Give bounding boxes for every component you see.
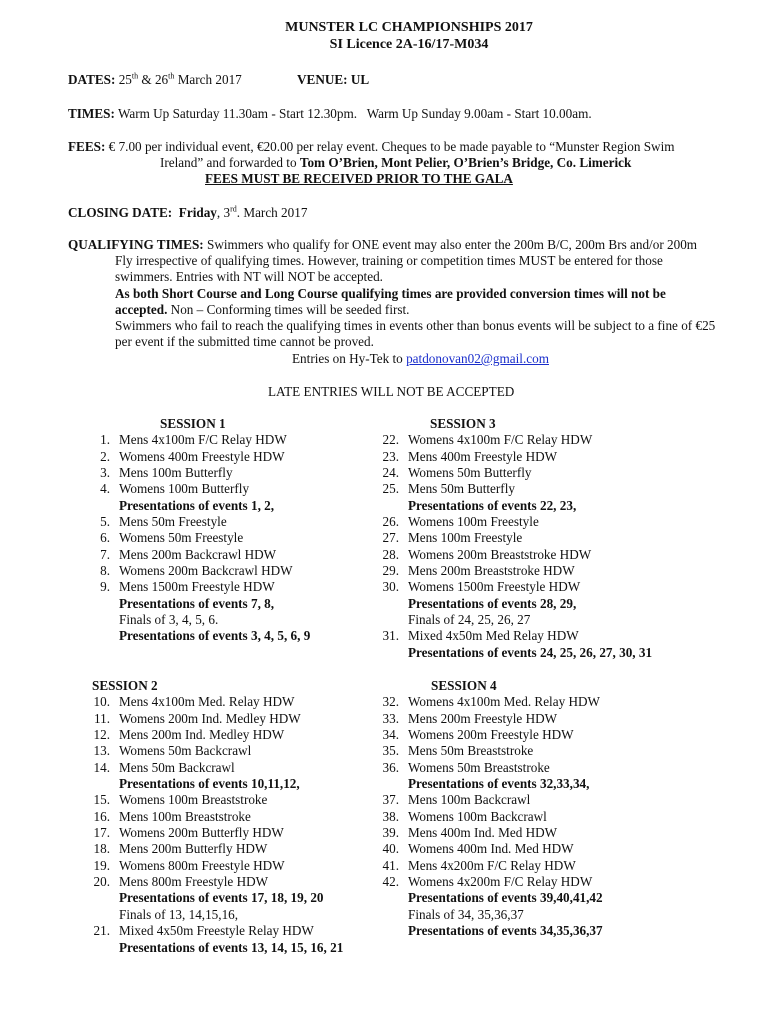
event-row <box>86 825 284 841</box>
event-number: 41. <box>382 857 399 873</box>
event-number: 19. <box>93 857 110 873</box>
session-heading: SESSION 4 <box>431 678 497 693</box>
event-name: Presentations of events 10,11,12, <box>119 776 300 792</box>
event-name: Womens 200m Butterfly HDW <box>119 825 284 841</box>
times-line <box>68 106 592 122</box>
event-name: Mens 100m Butterfly <box>119 465 233 481</box>
event-name: Presentations of events 32,33,34, <box>408 776 590 792</box>
event-number: 5. <box>100 514 110 530</box>
event-name: Mens 400m Ind. Med HDW <box>408 825 558 841</box>
event-number: 4. <box>100 481 110 497</box>
presentation-row <box>86 497 275 514</box>
event-name: Womens 50m Freestyle <box>119 530 244 546</box>
event-row <box>86 465 233 481</box>
event-number: 40. <box>382 841 399 857</box>
event-name: Womens 50m Breaststroke <box>408 759 550 775</box>
event-row <box>86 514 226 530</box>
event-row <box>375 808 547 825</box>
event-number: 38. <box>382 808 399 824</box>
event-row <box>375 481 515 497</box>
event-number: 42. <box>382 874 399 890</box>
event-row <box>375 448 558 465</box>
presentation-row <box>375 776 590 792</box>
event-row <box>375 743 534 759</box>
presentation-row <box>375 644 653 661</box>
event-number: 20. <box>93 874 110 890</box>
event-row <box>375 792 531 808</box>
presentation-row <box>86 628 311 644</box>
times-text: Warm Up Saturday 11.30am - Start 12.30pm. Warm Up Sunday 9.00am - Start 10.00am. <box>117 106 592 121</box>
event-name: Womens 100m Butterfly <box>119 481 250 497</box>
event-number: 33. <box>382 710 399 726</box>
event-number: 2. <box>100 448 110 464</box>
event-name: Mens 200m Backcrawl HDW <box>119 546 277 562</box>
event-row <box>375 628 579 644</box>
fees-line-1 <box>68 139 675 155</box>
event-row <box>375 563 575 579</box>
event-number: 35. <box>382 743 399 759</box>
event-name: Womens 100m Breaststroke <box>119 792 268 808</box>
event-number: 10. <box>93 694 110 710</box>
event-row <box>86 874 269 890</box>
presentation-row <box>375 595 577 612</box>
event-number: 23. <box>382 448 399 464</box>
times-label: TIMES: <box>68 106 115 121</box>
closing-date-suffix: rd <box>230 204 237 214</box>
event-name: Womens 400m Ind. Med HDW <box>408 841 574 857</box>
event-name: Presentations of events 13, 14, 15, 16, 21 <box>119 939 344 955</box>
event-name: Finals of 34, 35,36,37 <box>408 906 524 922</box>
event-number: 25. <box>382 481 399 497</box>
event-number: 13. <box>93 743 110 759</box>
event-number: 15. <box>93 792 110 808</box>
event-number: 37. <box>382 792 399 808</box>
event-number: 3. <box>100 465 110 481</box>
event-number: 39. <box>382 825 399 841</box>
page-title: MUNSTER LC CHAMPIONSHIPS 2017 <box>285 20 533 35</box>
event-name: Womens 4x200m F/C Relay HDW <box>408 874 593 890</box>
event-row <box>375 694 600 710</box>
event-name: Presentations of events 24, 25, 26, 27, 30, 31 <box>408 644 653 660</box>
presentation-row <box>86 612 226 628</box>
session-3-block <box>375 416 653 661</box>
event-number: 1. <box>100 432 110 448</box>
event-name: Mens 4x100m Med. Relay HDW <box>119 694 295 710</box>
qualifying-line-1 <box>68 237 697 253</box>
presentation-row <box>375 612 531 628</box>
event-number: 7. <box>100 546 110 562</box>
event-name: Finals of 24, 25, 26, 27 <box>408 612 531 628</box>
event-name: Presentations of events 3, 4, 5, 6, 9 <box>119 628 311 644</box>
event-name: Womens 50m Backcrawl <box>119 743 252 759</box>
event-number: 12. <box>93 727 110 743</box>
qualifying-bold-line-2 <box>115 302 409 318</box>
event-row <box>86 530 244 546</box>
event-number: 22. <box>382 432 399 448</box>
event-row <box>86 710 301 727</box>
event-number: 14. <box>93 759 110 775</box>
event-row <box>86 857 285 874</box>
venue-label: VENUE: <box>297 72 348 87</box>
event-name: Presentations of events 28, 29, <box>408 595 577 611</box>
qualifying-text-1: Swimmers who qualify for ONE event may also enter the 200m B/C, 200m Brs and/or 200m <box>206 237 698 252</box>
event-row <box>86 923 314 939</box>
event-row <box>375 465 532 481</box>
event-number: 18. <box>93 841 110 857</box>
event-number: 26. <box>382 514 399 530</box>
event-number: 32. <box>382 694 399 710</box>
event-number: 24. <box>382 465 399 481</box>
licence-number: SI Licence 2A-16/17-M034 <box>329 37 489 52</box>
event-number: 9. <box>100 579 110 595</box>
event-row <box>375 841 574 857</box>
late-entries-notice: LATE ENTRIES WILL NOT BE ACCEPTED <box>268 384 515 399</box>
date-day1: 25 <box>118 72 132 87</box>
event-name: Presentations of events 1, 2, <box>119 497 275 513</box>
presentation-row <box>375 906 524 923</box>
date-month: March 2017 <box>177 72 242 87</box>
fees-payee: Ireland” and forwarded to <box>160 155 297 170</box>
event-row <box>375 727 574 743</box>
event-name: Womens 1500m Freestyle HDW <box>408 579 581 595</box>
fees-text: € 7.00 per individual event, €20.00 per relay event. Cheques to be made payable to “Munster Region Swim <box>108 139 675 154</box>
event-name: Womens 200m Backcrawl HDW <box>119 563 293 579</box>
event-row <box>86 579 275 595</box>
entries-line <box>292 351 549 367</box>
event-name: Womens 4x100m Med. Relay HDW <box>408 694 600 710</box>
event-row <box>375 857 576 874</box>
event-row <box>375 874 593 890</box>
event-name: Womens 200m Breaststroke HDW <box>408 546 592 562</box>
event-row <box>375 825 558 841</box>
event-name: Mens 400m Freestyle HDW <box>408 448 558 464</box>
event-row <box>86 759 235 776</box>
event-name: Mens 50m Butterfly <box>408 481 515 497</box>
event-name: Presentations of events 34,35,36,37 <box>408 923 603 939</box>
event-name: Womens 100m Backcrawl <box>408 808 547 824</box>
event-name: Mens 1500m Freestyle HDW <box>119 579 275 595</box>
event-name: Womens 200m Ind. Medley HDW <box>119 710 301 726</box>
event-name: Womens 400m Freestyle HDW <box>119 448 285 464</box>
event-name: Womens 4x100m F/C Relay HDW <box>408 432 593 448</box>
event-number: 21. <box>93 923 110 939</box>
presentation-row <box>375 923 603 939</box>
presentation-row <box>86 890 324 906</box>
dates-label: DATES: <box>68 72 116 87</box>
venue-line <box>297 72 369 88</box>
date-day2-suffix: th <box>168 71 175 81</box>
date-day2: & 26 <box>141 72 169 87</box>
conversion-notice-end: accepted. <box>115 302 168 317</box>
event-row <box>375 530 523 546</box>
event-row <box>86 808 251 825</box>
session-4-block <box>375 678 603 940</box>
event-row <box>375 710 558 727</box>
event-number: 27. <box>382 530 399 546</box>
session-heading: SESSION 2 <box>92 678 158 693</box>
event-name: Mens 800m Freestyle HDW <box>119 874 269 890</box>
event-number: 34. <box>382 727 399 743</box>
venue-value: UL <box>350 72 370 87</box>
conversion-notice: As both Short Course and Long Course qualifying times are provided conversion times will not be <box>115 286 666 301</box>
fees-address: Tom O’Brien, Mont Pelier, O’Brien’s Bridge, Co. Limerick <box>299 155 632 170</box>
event-row <box>375 759 550 776</box>
event-name: Mixed 4x50m Freestyle Relay HDW <box>119 923 314 939</box>
event-row <box>86 481 250 497</box>
presentation-row <box>86 776 300 792</box>
event-row <box>86 841 268 857</box>
event-number: 29. <box>382 563 399 579</box>
seeding-notice: Non – Conforming times will be seeded first. <box>167 302 410 317</box>
event-row <box>86 694 295 710</box>
event-name: Mens 50m Backcrawl <box>119 759 235 775</box>
event-name: Finals of 13, 14,15,16, <box>119 906 239 922</box>
fees-line-2 <box>160 155 631 171</box>
event-row <box>375 546 592 563</box>
closing-date-line <box>68 205 307 221</box>
event-name: Mens 200m Ind. Medley HDW <box>119 727 285 743</box>
closing-month: . March 2017 <box>236 205 308 220</box>
event-number: 8. <box>100 563 110 579</box>
event-name: Womens 100m Freestyle <box>408 514 539 530</box>
event-row <box>375 432 593 448</box>
closing-label: CLOSING DATE: <box>68 205 173 220</box>
event-row <box>375 579 581 595</box>
entries-prefix: Entries on Hy-Tek to <box>292 351 407 366</box>
entries-email-link[interactable]: patdonovan02@gmail.com <box>406 351 549 366</box>
fees-notice <box>205 171 513 187</box>
event-row <box>86 743 252 759</box>
event-name: Presentations of events 7, 8, <box>119 595 275 611</box>
event-name: Mens 200m Breaststroke HDW <box>408 563 575 579</box>
qualifying-line-2: Fly irrespective of qualifying times. However, training or competition times MUST be entered for those <box>115 253 663 268</box>
event-name: Mixed 4x50m Med Relay HDW <box>408 628 579 644</box>
closing-date: , 3 <box>216 205 231 220</box>
event-name: Womens 200m Freestyle HDW <box>408 727 574 743</box>
event-name: Mens 100m Freestyle <box>408 530 523 546</box>
event-name: Presentations of events 22, 23, <box>408 497 577 513</box>
fees-notice-text: FEES MUST BE RECEIVED PRIOR TO THE GALA <box>205 171 513 186</box>
event-name: Mens 4x200m F/C Relay HDW <box>408 857 576 873</box>
event-number: 36. <box>382 759 399 775</box>
fine-notice-line-2: per event if the submitted time cannot be proved. <box>115 334 374 349</box>
session-2-block <box>86 678 344 956</box>
dates-line <box>68 72 242 88</box>
qualifying-label: QUALIFYING TIMES: <box>68 237 204 252</box>
event-name: Mens 100m Breaststroke <box>119 808 251 824</box>
event-name: Mens 100m Backcrawl <box>408 792 531 808</box>
fine-notice-line-1: Swimmers who fail to reach the qualifying times in events other than bonus events will be subject to a fine of €25 <box>115 318 716 333</box>
event-row <box>86 432 287 448</box>
event-row <box>86 792 268 808</box>
event-name: Presentations of events 17, 18, 19, 20 <box>119 890 324 906</box>
closing-day: Friday <box>178 205 217 220</box>
event-row <box>86 563 293 579</box>
presentation-row <box>86 906 239 923</box>
session-heading: SESSION 1 <box>160 416 226 431</box>
event-number: 16. <box>93 808 110 824</box>
event-name: Mens 50m Breaststroke <box>408 743 534 759</box>
event-name: Mens 4x100m F/C Relay HDW <box>119 432 287 448</box>
presentation-row <box>86 595 275 612</box>
event-name: Mens 200m Freestyle HDW <box>408 710 558 726</box>
fees-label: FEES: <box>68 139 106 154</box>
event-number: 31. <box>382 628 399 644</box>
event-name: Mens 200m Butterfly HDW <box>119 841 268 857</box>
event-number: 11. <box>94 710 110 726</box>
event-name: Presentations of events 39,40,41,42 <box>408 890 603 906</box>
presentation-row <box>375 890 603 906</box>
event-row <box>86 448 285 465</box>
presentation-row <box>86 939 344 956</box>
event-row <box>86 727 285 743</box>
event-name: Mens 50m Freestyle <box>119 514 227 530</box>
date-day1-suffix: th <box>131 71 139 81</box>
event-number: 30. <box>382 579 399 595</box>
event-name: Finals of 3, 4, 5, 6. <box>119 612 219 628</box>
event-name: Womens 50m Butterfly <box>408 465 532 481</box>
qualifying-line-3: swimmers. Entries with NT will NOT be accepted. <box>115 269 383 284</box>
event-number: 28. <box>382 546 399 562</box>
event-name: Womens 800m Freestyle HDW <box>119 857 285 873</box>
event-number: 17. <box>93 825 110 841</box>
event-row <box>86 546 277 563</box>
event-number: 6. <box>100 530 110 546</box>
session-heading: SESSION 3 <box>430 416 496 431</box>
qualifying-bold-line-1 <box>115 286 666 302</box>
presentation-row <box>375 497 577 514</box>
session-1-block <box>86 416 311 645</box>
event-row <box>375 514 539 530</box>
